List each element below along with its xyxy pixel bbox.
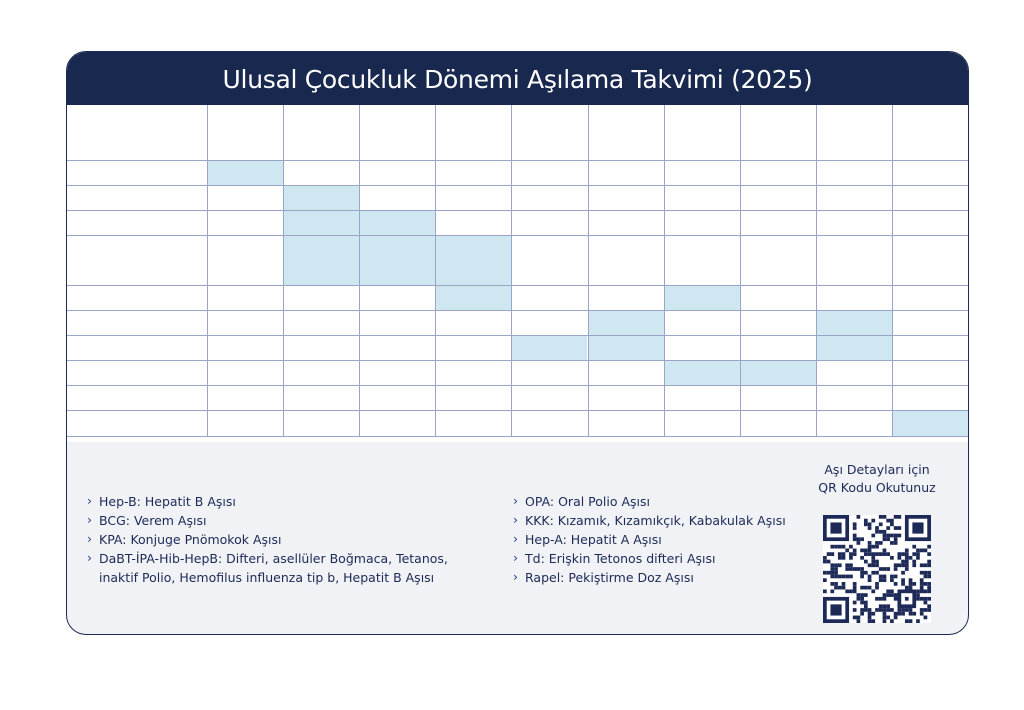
schedule-cell xyxy=(436,286,511,310)
legend-item: › OPA: Oral Polio Aşısı xyxy=(513,492,813,511)
schedule-cell xyxy=(589,211,664,235)
grid-line xyxy=(359,105,360,436)
schedule-cell xyxy=(665,236,740,285)
schedule-cell xyxy=(817,386,892,410)
schedule-cell xyxy=(208,161,283,185)
schedule-cell xyxy=(589,311,664,335)
grid-line xyxy=(67,310,968,311)
column-header xyxy=(664,105,740,160)
column-header xyxy=(207,105,283,160)
legend-item: › Hep-B: Hepatit B Aşısı xyxy=(87,492,507,511)
row-label xyxy=(67,235,207,285)
qr-code-icon[interactable] xyxy=(823,515,931,623)
schedule-table xyxy=(67,105,968,442)
grid-line xyxy=(816,105,817,436)
schedule-cell xyxy=(817,236,892,285)
schedule-cell xyxy=(284,236,359,285)
row-label xyxy=(67,310,207,335)
row-label xyxy=(67,410,207,436)
grid-line xyxy=(588,105,589,436)
schedule-cell xyxy=(665,361,740,385)
schedule-cell xyxy=(893,411,968,436)
schedule-cell xyxy=(360,211,435,235)
schedule-cell xyxy=(589,336,664,360)
legend-item: › Td: Erişkin Tetonos difteri Aşısı xyxy=(513,549,813,568)
grid-line xyxy=(67,335,968,336)
legend-item: › Hep-A: Hepatit A Aşısı xyxy=(513,530,813,549)
qr-caption: Aşı Detayları için QR Kodu Okutunuz xyxy=(818,462,936,495)
grid-line xyxy=(740,105,741,436)
column-header xyxy=(511,105,587,160)
grid-line xyxy=(283,105,284,436)
schedule-cell xyxy=(512,336,587,360)
grid-line xyxy=(67,410,968,411)
grid-line xyxy=(968,105,969,436)
schedule-cell xyxy=(284,186,359,210)
grid-line xyxy=(435,105,436,436)
schedule-cell xyxy=(665,286,740,310)
legend-item: › KPA: Konjuge Pnömokok Aşısı xyxy=(87,530,507,549)
grid-line xyxy=(664,105,665,436)
page-title: Ulusal Çocukluk Dönemi Aşılama Takvimi (2025) xyxy=(67,52,968,105)
schedule-cell xyxy=(360,236,435,285)
grid-line xyxy=(67,360,968,361)
column-header xyxy=(435,105,511,160)
column-header xyxy=(359,105,435,160)
row-label xyxy=(67,385,207,410)
grid-line xyxy=(67,210,968,211)
column-header xyxy=(892,105,968,160)
grid-line xyxy=(67,235,968,236)
legend-item: › KKK: Kızamık, Kızamıkçık, Kabakulak Aşısı xyxy=(513,511,813,530)
schedule-cell xyxy=(741,361,816,385)
row-label xyxy=(67,360,207,385)
row-label xyxy=(67,335,207,360)
row-label xyxy=(67,160,207,185)
vaccination-schedule-card xyxy=(66,51,969,635)
column-header xyxy=(816,105,892,160)
legend-right xyxy=(513,492,813,587)
grid-line xyxy=(67,160,968,161)
grid-line xyxy=(67,285,968,286)
schedule-cell xyxy=(436,236,511,285)
schedule-cell xyxy=(284,211,359,235)
legend-item: inaktif Polio, Hemofilus influenza tip b, Hepatit B Aşısı xyxy=(99,570,435,585)
grid-line xyxy=(67,385,968,386)
row-label xyxy=(67,210,207,235)
grid-line xyxy=(67,436,968,437)
column-header xyxy=(283,105,359,160)
legend-left xyxy=(87,492,507,587)
legend-item: › DaBT-İPA-Hib-HepB: Difteri, asellüler Boğmaca, Tetanos, xyxy=(87,549,507,568)
column-header xyxy=(588,105,664,160)
legend-item: › BCG: Verem Aşısı xyxy=(87,511,507,530)
row-label xyxy=(67,185,207,210)
grid-line xyxy=(207,105,208,436)
schedule-cell xyxy=(817,311,892,335)
grid-line xyxy=(892,105,893,436)
grid-line xyxy=(511,105,512,436)
grid-line xyxy=(67,185,968,186)
row-label xyxy=(67,285,207,310)
schedule-cell xyxy=(817,336,892,360)
legend-item: › Rapel: Pekiştirme Doz Aşısı xyxy=(513,568,813,587)
column-header xyxy=(740,105,816,160)
